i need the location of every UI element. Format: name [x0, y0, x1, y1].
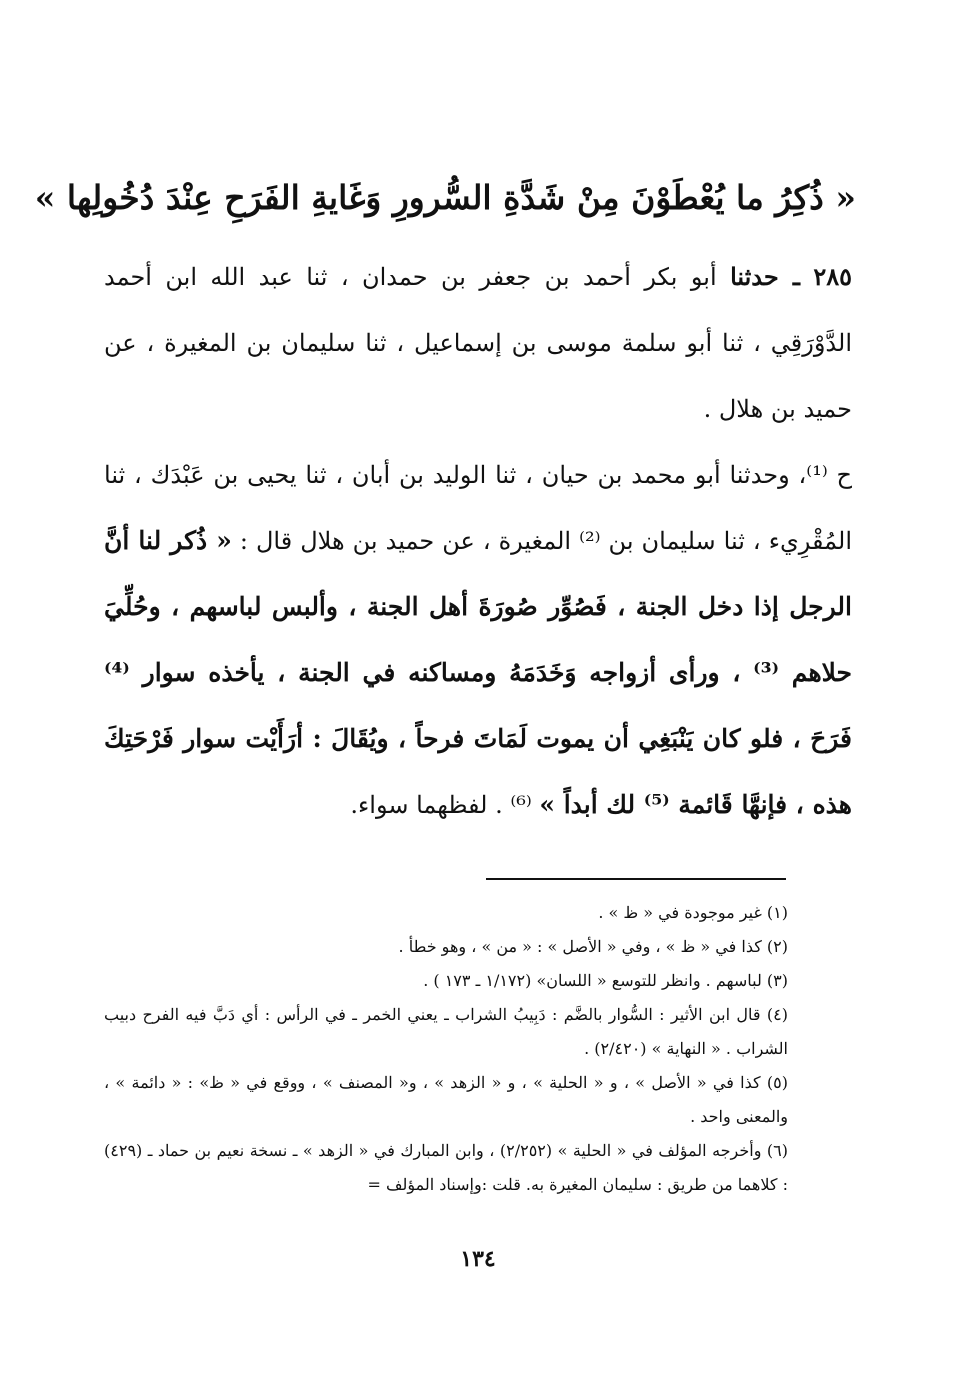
footnote-5: (٥) كذا في « الأصل » ، و « الحلية » ، و « الزهد » ، و« المصنف » ، ووقع في « ظ» : « دائمة » ، والمعنى واحد . [104, 1073, 788, 1126]
footnote-3: (٣) لباسهم . وانظر للتوسع « اللسان» (١/١٧٢ ـ ١٧٣ ) . [423, 971, 788, 990]
hadith-matn: « ذُكر لنا أنَّ الرجل إذا دخل الجنة ، فَصُوِّر صُورَةَ أهل الجنة ، وألبس لباسهم ، وحُلِّيَ حلاهم ⁽³⁾ ، ورأى أزواجه وَخَدَمَهُ ومساكنه في الجنة ، يأخذه سوار ⁽⁴⁾ فَرَحَ ، فلو كان يَنْبَغِي أن يموت لَمَاتَ فرحاً ، ويُقَالَ : أرَأَيْت سوار فَرْحَتِكَ هذه ، فإنهَّا قَائمة ⁽⁵⁾ لك أبداً » [104, 526, 853, 819]
page-number: ١٣٤ [460, 1246, 496, 1272]
hadith-text-paragraph [104, 442, 852, 838]
hadith-chain-paragraph [104, 244, 852, 442]
chapter-heading: « ذُكِرُ ما يُعْطَوْنَ مِنْ شَدَّةِ السُّرورِ وَغَايةِ الفَرَحِ عِنْدَ دُخُولِها » [34, 178, 856, 217]
footnote-1: (١) غير موجودة في « ظ » . [598, 903, 788, 922]
hadith-number: ٢٨٥ [813, 262, 852, 291]
hadith-chain-text: أبو بكر أحمد بن جعفر بن حمدان ، ثنا عبد الله ابن أحمد الدَّوْرَقِي ، ثنا أبو سلمة موسى بن إسماعيل ، ثنا سليمان بن المغيرة ، عن حميد بن هلال . [104, 263, 852, 423]
hadith-closing: ⁽⁶⁾ . لفظهما سواء. [350, 791, 540, 819]
footnotes [104, 896, 788, 1202]
footnote-divider [486, 878, 786, 880]
footnote-6: (٦) وأخرجه المؤلف في « الحلية » (٢/٢٥٢) ، وابن المبارك في « الزهد » ـ نسخة نعيم بن حماد ـ (٤٢٩) : كلاهما من طريق : سليمان المغيرة به. قلت :وإسناد المؤلف = [104, 1141, 788, 1194]
second-chain-text: ح ⁽¹⁾، وحدثنا أبو محمد بن حيان ، ثنا الوليد بن أبان ، ثنا يحيى بن عَبْدَك ، ثنا المُقْرِيء ، ثنا سليمان بن ⁽²⁾ المغيرة ، عن حميد بن هلال قال : [104, 461, 853, 555]
hadith-lead: ـ حدثنا [730, 262, 800, 291]
footnote-2: (٢) كذا في « ظ » ، وفي « الأصل » : « من » ، وهو خطأ . [398, 937, 788, 956]
footnote-4: (٤) قال ابن الأثير : السُّوار بالضَّم : دَبِيبُ الشراب ـ يعني الخمر ـ في الرأس : أي دَبَّ فيه الفرح دبيب الشراب . « النهاية » (٢/٤٢٠) . [104, 1005, 788, 1058]
